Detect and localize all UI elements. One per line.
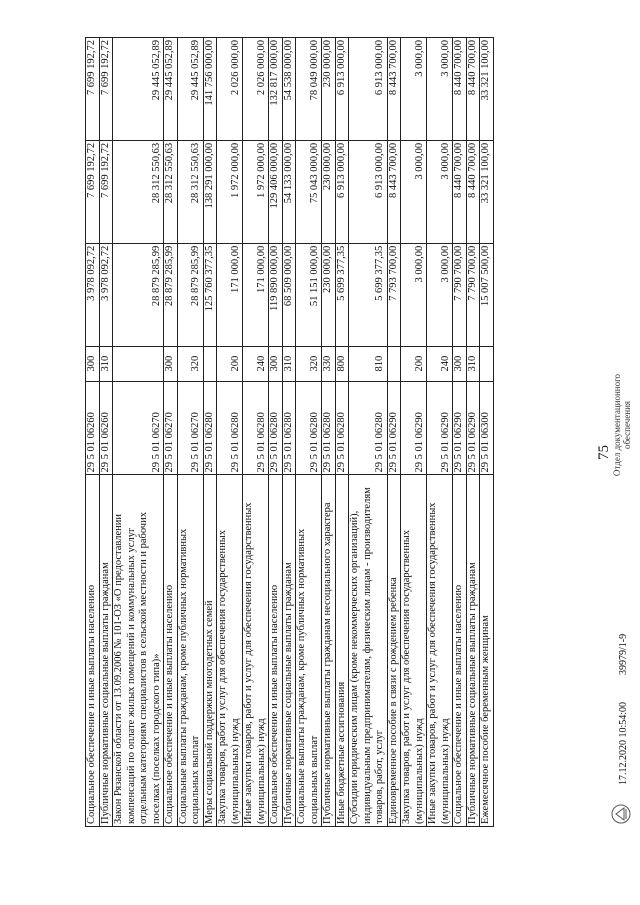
row-value-1-cell: 28 879 285,99 xyxy=(177,243,203,346)
footer-department: Отдел документационного обеспечения xyxy=(612,373,632,477)
row-code-cell: 29 5 01 06290 xyxy=(401,381,427,475)
row-value-3-cell: 78 049 000,00 xyxy=(296,38,322,141)
row-name-cell: Социальное обеспечение и иные выплаты населению xyxy=(453,475,467,827)
row-name-cell: Закон Рязанской области от 13.09.2006 № 101-ОЗ «О предоставлении компенсаций по оплате жилых помещений и коммунальных услуг отдельным категориям специалистов в сельской местности и рабочих поселках (поселках городского типа)» xyxy=(113,475,164,827)
row-name-cell: Ежемесячное пособие беременным женщинам xyxy=(480,475,494,827)
row-vr-cell: 320 xyxy=(296,346,322,381)
row-code-cell: 29 5 01 06280 xyxy=(349,381,388,475)
row-code-cell: 29 5 01 06280 xyxy=(203,381,217,475)
row-vr-cell: 200 xyxy=(217,346,243,381)
row-value-3-cell: 141 756 000,00 xyxy=(203,38,217,141)
table-row xyxy=(86,38,100,827)
row-code-cell: 29 5 01 06280 xyxy=(322,381,336,475)
row-code-cell: 29 5 01 06260 xyxy=(99,381,113,475)
table-row xyxy=(296,38,322,827)
row-value-3-cell: 3 000,00 xyxy=(401,38,427,141)
row-code-cell: 29 5 01 06290 xyxy=(387,381,401,475)
row-value-3-cell: 3 000,00 xyxy=(427,38,453,141)
row-value-2-cell: 1 972 000,00 xyxy=(243,140,269,243)
row-value-3-cell: 29 445 052,89 xyxy=(113,38,164,141)
row-vr-cell xyxy=(203,346,217,381)
row-code-cell: 29 5 01 06290 xyxy=(466,381,480,475)
page-footer xyxy=(610,35,635,825)
row-code-cell: 29 5 01 06280 xyxy=(335,381,349,475)
row-value-3-cell: 33 321 100,00 xyxy=(480,38,494,141)
row-value-3-cell: 6 913 000,00 xyxy=(349,38,388,141)
row-value-3-cell: 29 445 052,89 xyxy=(164,38,178,141)
row-name-cell: Меры социальной поддержки многодетных семей xyxy=(203,475,217,827)
row-value-2-cell: 75 043 000,00 xyxy=(296,140,322,243)
table-row xyxy=(203,38,217,827)
row-value-2-cell: 28 312 550,63 xyxy=(177,140,203,243)
table-row xyxy=(401,38,427,827)
row-value-1-cell: 5 699 377,35 xyxy=(335,243,349,346)
row-value-3-cell: 29 445 052,89 xyxy=(177,38,203,141)
row-value-1-cell: 3 000,00 xyxy=(401,243,427,346)
row-value-2-cell: 6 913 000,00 xyxy=(349,140,388,243)
row-name-cell: Закупка товаров, работ и услуг для обеспечения государственных (муниципальных) нужд xyxy=(401,475,427,827)
table-row xyxy=(322,38,336,827)
row-value-2-cell: 230 000,00 xyxy=(322,140,336,243)
row-code-cell: 29 5 01 06280 xyxy=(282,381,296,475)
row-value-3-cell: 2 026 000,00 xyxy=(243,38,269,141)
table-row xyxy=(177,38,203,827)
row-vr-cell xyxy=(480,346,494,381)
row-vr-cell: 300 xyxy=(453,346,467,381)
row-value-1-cell: 230 000,00 xyxy=(322,243,336,346)
footer-datetime: 17.12.2020 10:54:00 xyxy=(618,701,629,785)
row-value-1-cell: 7 790 700,00 xyxy=(453,243,467,346)
row-value-1-cell: 125 760 377,35 xyxy=(203,243,217,346)
row-name-cell: Публичные нормативные социальные выплаты гражданам xyxy=(466,475,480,827)
footer-doc-code: 39979/1-9 xyxy=(618,633,629,675)
row-name-cell: Иные закупки товаров, работ и услуг для обеспечения государственных (муниципальных) нужд xyxy=(427,475,453,827)
row-code-cell: 29 5 01 06260 xyxy=(86,381,100,475)
row-vr-cell xyxy=(387,346,401,381)
row-value-3-cell: 230 000,00 xyxy=(322,38,336,141)
row-value-1-cell: 51 151 000,00 xyxy=(296,243,322,346)
row-value-2-cell: 6 913 000,00 xyxy=(335,140,349,243)
row-value-3-cell: 6 913 000,00 xyxy=(335,38,349,141)
row-value-2-cell: 8 443 700,00 xyxy=(387,140,401,243)
row-value-3-cell: 7 699 192,72 xyxy=(86,38,100,141)
row-code-cell: 29 5 01 06280 xyxy=(296,381,322,475)
row-value-3-cell: 2 026 000,00 xyxy=(217,38,243,141)
row-value-2-cell: 7 699 192,72 xyxy=(99,140,113,243)
row-code-cell: 29 5 01 06270 xyxy=(177,381,203,475)
row-vr-cell: 810 xyxy=(349,346,388,381)
row-value-2-cell: 28 312 550,63 xyxy=(113,140,164,243)
row-vr-cell: 300 xyxy=(86,346,100,381)
table-row xyxy=(113,38,164,827)
row-name-cell: Социальные выплаты гражданам, кроме публичных нормативных социальных выплат xyxy=(177,475,203,827)
row-vr-cell: 240 xyxy=(243,346,269,381)
page-number: 75 xyxy=(596,445,612,460)
row-vr-cell: 330 xyxy=(322,346,336,381)
row-value-2-cell: 54 133 000,00 xyxy=(282,140,296,243)
row-name-cell: Социальные выплаты гражданам, кроме публичных нормативных социальных выплат xyxy=(296,475,322,827)
table-row xyxy=(243,38,269,827)
table-row xyxy=(349,38,388,827)
row-value-1-cell: 3 000,00 xyxy=(427,243,453,346)
row-vr-cell: 310 xyxy=(99,346,113,381)
row-code-cell: 29 5 01 06280 xyxy=(243,381,269,475)
row-value-1-cell: 3 978 092,72 xyxy=(99,243,113,346)
row-value-2-cell: 138 291 000,00 xyxy=(203,140,217,243)
row-name-cell: Иные закупки товаров, работ и услуг для обеспечения государственных (муниципальных) нужд xyxy=(243,475,269,827)
row-vr-cell: 320 xyxy=(177,346,203,381)
row-value-2-cell: 33 321 100,00 xyxy=(480,140,494,243)
row-name-cell: Единовременное пособие в связи с рождением ребенка xyxy=(387,475,401,827)
row-value-2-cell: 1 972 000,00 xyxy=(217,140,243,243)
row-value-1-cell: 68 509 000,00 xyxy=(282,243,296,346)
row-code-cell: 29 5 01 06290 xyxy=(427,381,453,475)
table-row xyxy=(335,38,349,827)
row-value-1-cell: 171 000,00 xyxy=(243,243,269,346)
row-code-cell: 29 5 01 06270 xyxy=(164,381,178,475)
row-code-cell: 29 5 01 06290 xyxy=(453,381,467,475)
row-vr-cell: 310 xyxy=(466,346,480,381)
row-value-2-cell: 129 406 000,00 xyxy=(269,140,283,243)
row-value-2-cell: 3 000,00 xyxy=(427,140,453,243)
row-value-2-cell: 28 312 550,63 xyxy=(164,140,178,243)
row-value-1-cell: 7 793 700,00 xyxy=(387,243,401,346)
row-name-cell: Социальное обеспечение и иные выплаты населению xyxy=(86,475,100,827)
table-row xyxy=(466,38,480,827)
table-row xyxy=(269,38,283,827)
row-value-1-cell: 119 890 000,00 xyxy=(269,243,283,346)
row-code-cell: 29 5 01 06300 xyxy=(480,381,494,475)
table-row xyxy=(480,38,494,827)
row-name-cell: Социальное обеспечение и иные выплаты населению xyxy=(269,475,283,827)
row-name-cell: Публичные нормативные социальные выплаты гражданам xyxy=(282,475,296,827)
row-code-cell: 29 5 01 06280 xyxy=(217,381,243,475)
row-value-2-cell: 8 440 700,00 xyxy=(453,140,467,243)
row-vr-cell: 240 xyxy=(427,346,453,381)
stamp-icon xyxy=(610,803,632,825)
row-name-cell: Закупка товаров, работ и услуг для обеспечения государственных (муниципальных) нужд xyxy=(217,475,243,827)
row-value-1-cell: 15 007 500,00 xyxy=(480,243,494,346)
row-value-2-cell: 7 699 192,72 xyxy=(86,140,100,243)
table-row xyxy=(282,38,296,827)
row-vr-cell: 800 xyxy=(335,346,349,381)
table-row xyxy=(427,38,453,827)
row-value-1-cell: 3 978 092,72 xyxy=(86,243,100,346)
row-value-1-cell: 7 790 700,00 xyxy=(466,243,480,346)
row-name-cell: Публичные нормативные выплаты гражданам несоциального характера xyxy=(322,475,336,827)
row-name-cell: Иные бюджетные ассигнования xyxy=(335,475,349,827)
table-row xyxy=(387,38,401,827)
row-value-1-cell: 28 879 285,99 xyxy=(164,243,178,346)
row-value-3-cell: 132 817 000,00 xyxy=(269,38,283,141)
row-value-2-cell: 3 000,00 xyxy=(401,140,427,243)
row-value-1-cell: 171 000,00 xyxy=(217,243,243,346)
row-value-3-cell: 8 440 700,00 xyxy=(453,38,467,141)
table-row xyxy=(453,38,467,827)
row-name-cell: Субсидии юридическим лицам (кроме некоммерческих организаций), индивидуальным предпринимателям, физическим лицам - производителям товаров, работ, услуг xyxy=(349,475,388,827)
table-row xyxy=(164,38,178,827)
budget-table xyxy=(85,37,494,827)
row-vr-cell: 300 xyxy=(164,346,178,381)
row-value-2-cell: 8 440 700,00 xyxy=(466,140,480,243)
row-vr-cell: 310 xyxy=(282,346,296,381)
row-vr-cell: 300 xyxy=(269,346,283,381)
row-value-1-cell: 28 879 285,99 xyxy=(113,243,164,346)
row-value-3-cell: 54 538 000,00 xyxy=(282,38,296,141)
row-value-3-cell: 8 443 700,00 xyxy=(387,38,401,141)
row-value-3-cell: 8 440 700,00 xyxy=(466,38,480,141)
row-name-cell: Публичные нормативные социальные выплаты гражданам xyxy=(99,475,113,827)
row-code-cell: 29 5 01 06270 xyxy=(113,381,164,475)
row-value-3-cell: 7 699 192,72 xyxy=(99,38,113,141)
row-name-cell: Социальное обеспечение и иные выплаты населению xyxy=(164,475,178,827)
row-value-1-cell: 5 699 377,35 xyxy=(349,243,388,346)
row-code-cell: 29 5 01 06280 xyxy=(269,381,283,475)
budget-table-body xyxy=(86,38,494,827)
table-row xyxy=(217,38,243,827)
row-vr-cell xyxy=(113,346,164,381)
table-row xyxy=(99,38,113,827)
row-vr-cell: 200 xyxy=(401,346,427,381)
